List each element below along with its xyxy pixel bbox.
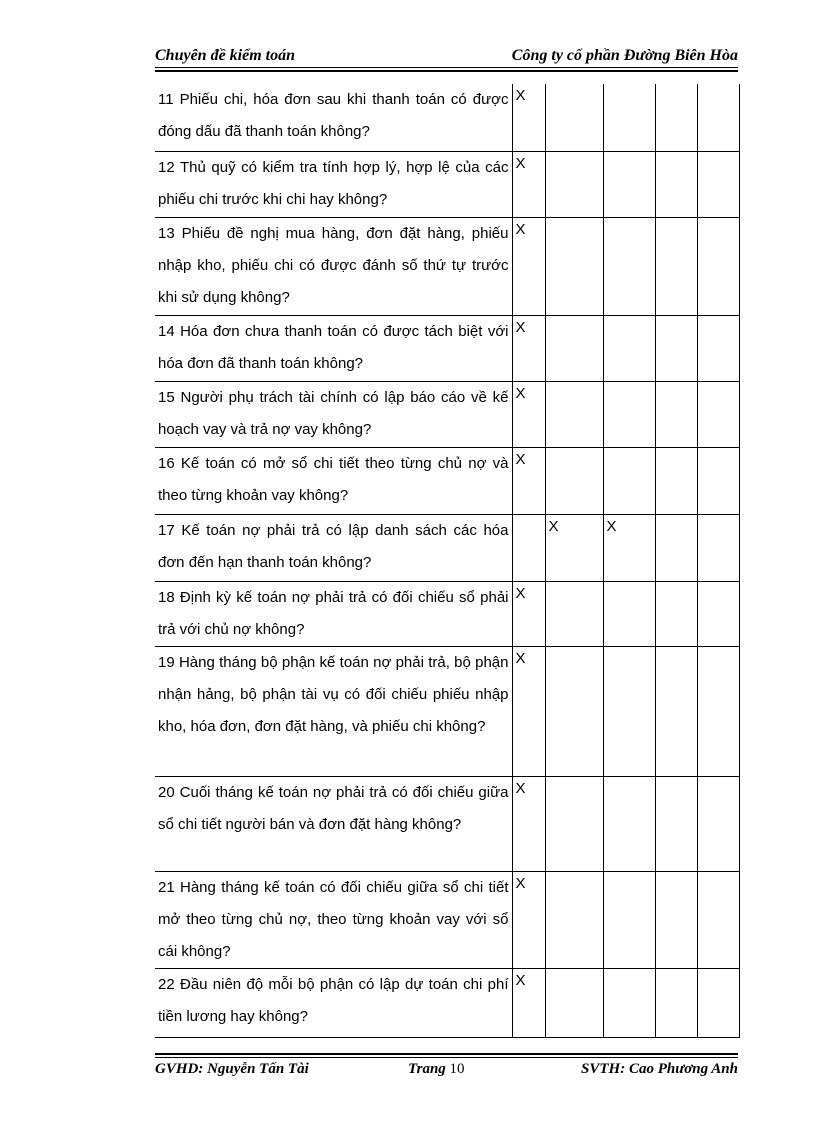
table-row xyxy=(155,581,739,646)
answer-cell: X xyxy=(545,514,603,581)
answer-cell xyxy=(697,84,739,151)
answer-cell xyxy=(697,447,739,514)
answer-cell xyxy=(603,151,655,217)
answer-cell: X xyxy=(512,646,545,776)
answer-cell xyxy=(655,776,697,871)
answer-cell xyxy=(545,381,603,447)
page-number: 10 xyxy=(449,1061,465,1077)
answer-cell xyxy=(655,646,697,776)
answer-cell xyxy=(545,581,603,646)
answer-cell xyxy=(655,514,697,581)
question-cell: 21 Hàng tháng kế toán có đối chiếu giữa sổ chi tiết mở theo từng chủ nợ, theo từng khoản vay với sổ cái không? xyxy=(155,871,512,968)
footer-rule xyxy=(155,1057,738,1058)
table-row xyxy=(155,84,739,151)
answer-cell: X xyxy=(512,217,545,315)
table-row xyxy=(155,871,739,968)
answer-cell: X xyxy=(512,84,545,151)
answer-cell xyxy=(545,871,603,968)
answer-cell xyxy=(697,581,739,646)
table-row xyxy=(155,217,739,315)
question-cell: 14 Hóa đơn chưa thanh toán có được tách biệt với hóa đơn đã thanh toán không? xyxy=(155,315,512,381)
answer-cell: X xyxy=(512,315,545,381)
answer-cell: X xyxy=(512,968,545,1037)
question-cell: 22 Đầu niên độ mỗi bộ phận có lập dự toán chi phí tiền lương hay không? xyxy=(155,968,512,1037)
table-row xyxy=(155,514,739,581)
answer-cell xyxy=(603,871,655,968)
answer-cell xyxy=(655,84,697,151)
header-rule-thick xyxy=(155,70,738,72)
answer-cell xyxy=(603,217,655,315)
answer-cell xyxy=(655,871,697,968)
table-row xyxy=(155,381,739,447)
answer-cell xyxy=(697,381,739,447)
answer-cell xyxy=(655,447,697,514)
answer-cell xyxy=(697,871,739,968)
answer-cell: X xyxy=(512,447,545,514)
answer-cell xyxy=(655,581,697,646)
header-company: Công ty cổ phần Đường Biên Hòa xyxy=(511,47,738,64)
page-label: Trang xyxy=(408,1061,446,1077)
answer-cell xyxy=(603,581,655,646)
checklist-table xyxy=(155,84,740,1038)
answer-cell xyxy=(697,968,739,1037)
question-cell: 19 Hàng tháng bộ phận kế toán nợ phải trả, bộ phận nhận hảng, bộ phận tài vụ có đối chiếu phiếu nhập kho, hóa đơn, đơn đặt hàng, và phiếu chi không? xyxy=(155,646,512,776)
answer-cell: X xyxy=(512,871,545,968)
answer-cell xyxy=(603,447,655,514)
answer-cell: X xyxy=(512,381,545,447)
answer-cell xyxy=(545,646,603,776)
answer-cell xyxy=(697,151,739,217)
table-row xyxy=(155,315,739,381)
question-cell: 13 Phiếu đề nghị mua hàng, đơn đặt hàng, phiếu nhập kho, phiếu chi có được đánh số thứ tự trước khi sử dụng không? xyxy=(155,217,512,315)
footer-rule-thick xyxy=(155,1053,738,1055)
answer-cell xyxy=(697,217,739,315)
answer-cell xyxy=(697,646,739,776)
table-row xyxy=(155,151,739,217)
footer-student: SVTH: Cao Phương Anh xyxy=(581,1061,738,1077)
answer-cell xyxy=(545,968,603,1037)
answer-cell: X xyxy=(512,151,545,217)
answer-cell xyxy=(512,514,545,581)
footer-page xyxy=(408,1061,465,1078)
answer-cell xyxy=(655,217,697,315)
answer-cell xyxy=(603,381,655,447)
header-rule xyxy=(155,67,738,68)
answer-cell xyxy=(603,968,655,1037)
answer-cell xyxy=(545,84,603,151)
answer-cell xyxy=(545,151,603,217)
answer-cell xyxy=(655,968,697,1037)
header-topic: Chuyên đề kiểm toán xyxy=(155,47,296,64)
answer-cell: X xyxy=(512,776,545,871)
answer-cell xyxy=(697,315,739,381)
answer-cell xyxy=(545,776,603,871)
answer-cell: X xyxy=(512,581,545,646)
question-cell: 16 Kế toán có mở sổ chi tiết theo từng chủ nợ và theo từng khoản vay không? xyxy=(155,447,512,514)
answer-cell xyxy=(545,217,603,315)
page-footer xyxy=(155,1059,738,1083)
table-row xyxy=(155,968,739,1037)
answer-cell xyxy=(603,646,655,776)
answer-cell xyxy=(545,315,603,381)
question-cell: 15 Người phụ trách tài chính có lập báo cáo về kế hoạch vay và trả nợ vay không? xyxy=(155,381,512,447)
answer-cell xyxy=(603,315,655,381)
question-cell: 20 Cuối tháng kế toán nợ phải trả có đối chiếu giữa sổ chi tiết người bán và đơn đặt hàng không? xyxy=(155,776,512,871)
answer-cell xyxy=(655,151,697,217)
footer-advisor: GVHD: Nguyễn Tấn Tài xyxy=(155,1061,309,1077)
answer-cell xyxy=(655,381,697,447)
table-row xyxy=(155,447,739,514)
answer-cell: X xyxy=(603,514,655,581)
answer-cell xyxy=(697,776,739,871)
answer-cell xyxy=(603,776,655,871)
question-cell: 17 Kế toán nợ phải trả có lập danh sách các hóa đơn đến hạn thanh toán không? xyxy=(155,514,512,581)
table-row xyxy=(155,776,739,871)
answer-cell xyxy=(655,315,697,381)
question-cell: 12 Thủ quỹ có kiểm tra tính hợp lý, hợp lệ của các phiếu chi trước khi chi hay không? xyxy=(155,151,512,217)
answer-cell xyxy=(545,447,603,514)
question-cell: 11 Phiếu chi, hóa đơn sau khi thanh toán có được đóng dấu đã thanh toán không? xyxy=(155,84,512,151)
answer-cell xyxy=(697,514,739,581)
table-row xyxy=(155,646,739,776)
answer-cell xyxy=(603,84,655,151)
question-cell: 18 Định kỳ kế toán nợ phải trả có đối chiếu sổ phải trả với chủ nợ không? xyxy=(155,581,512,646)
